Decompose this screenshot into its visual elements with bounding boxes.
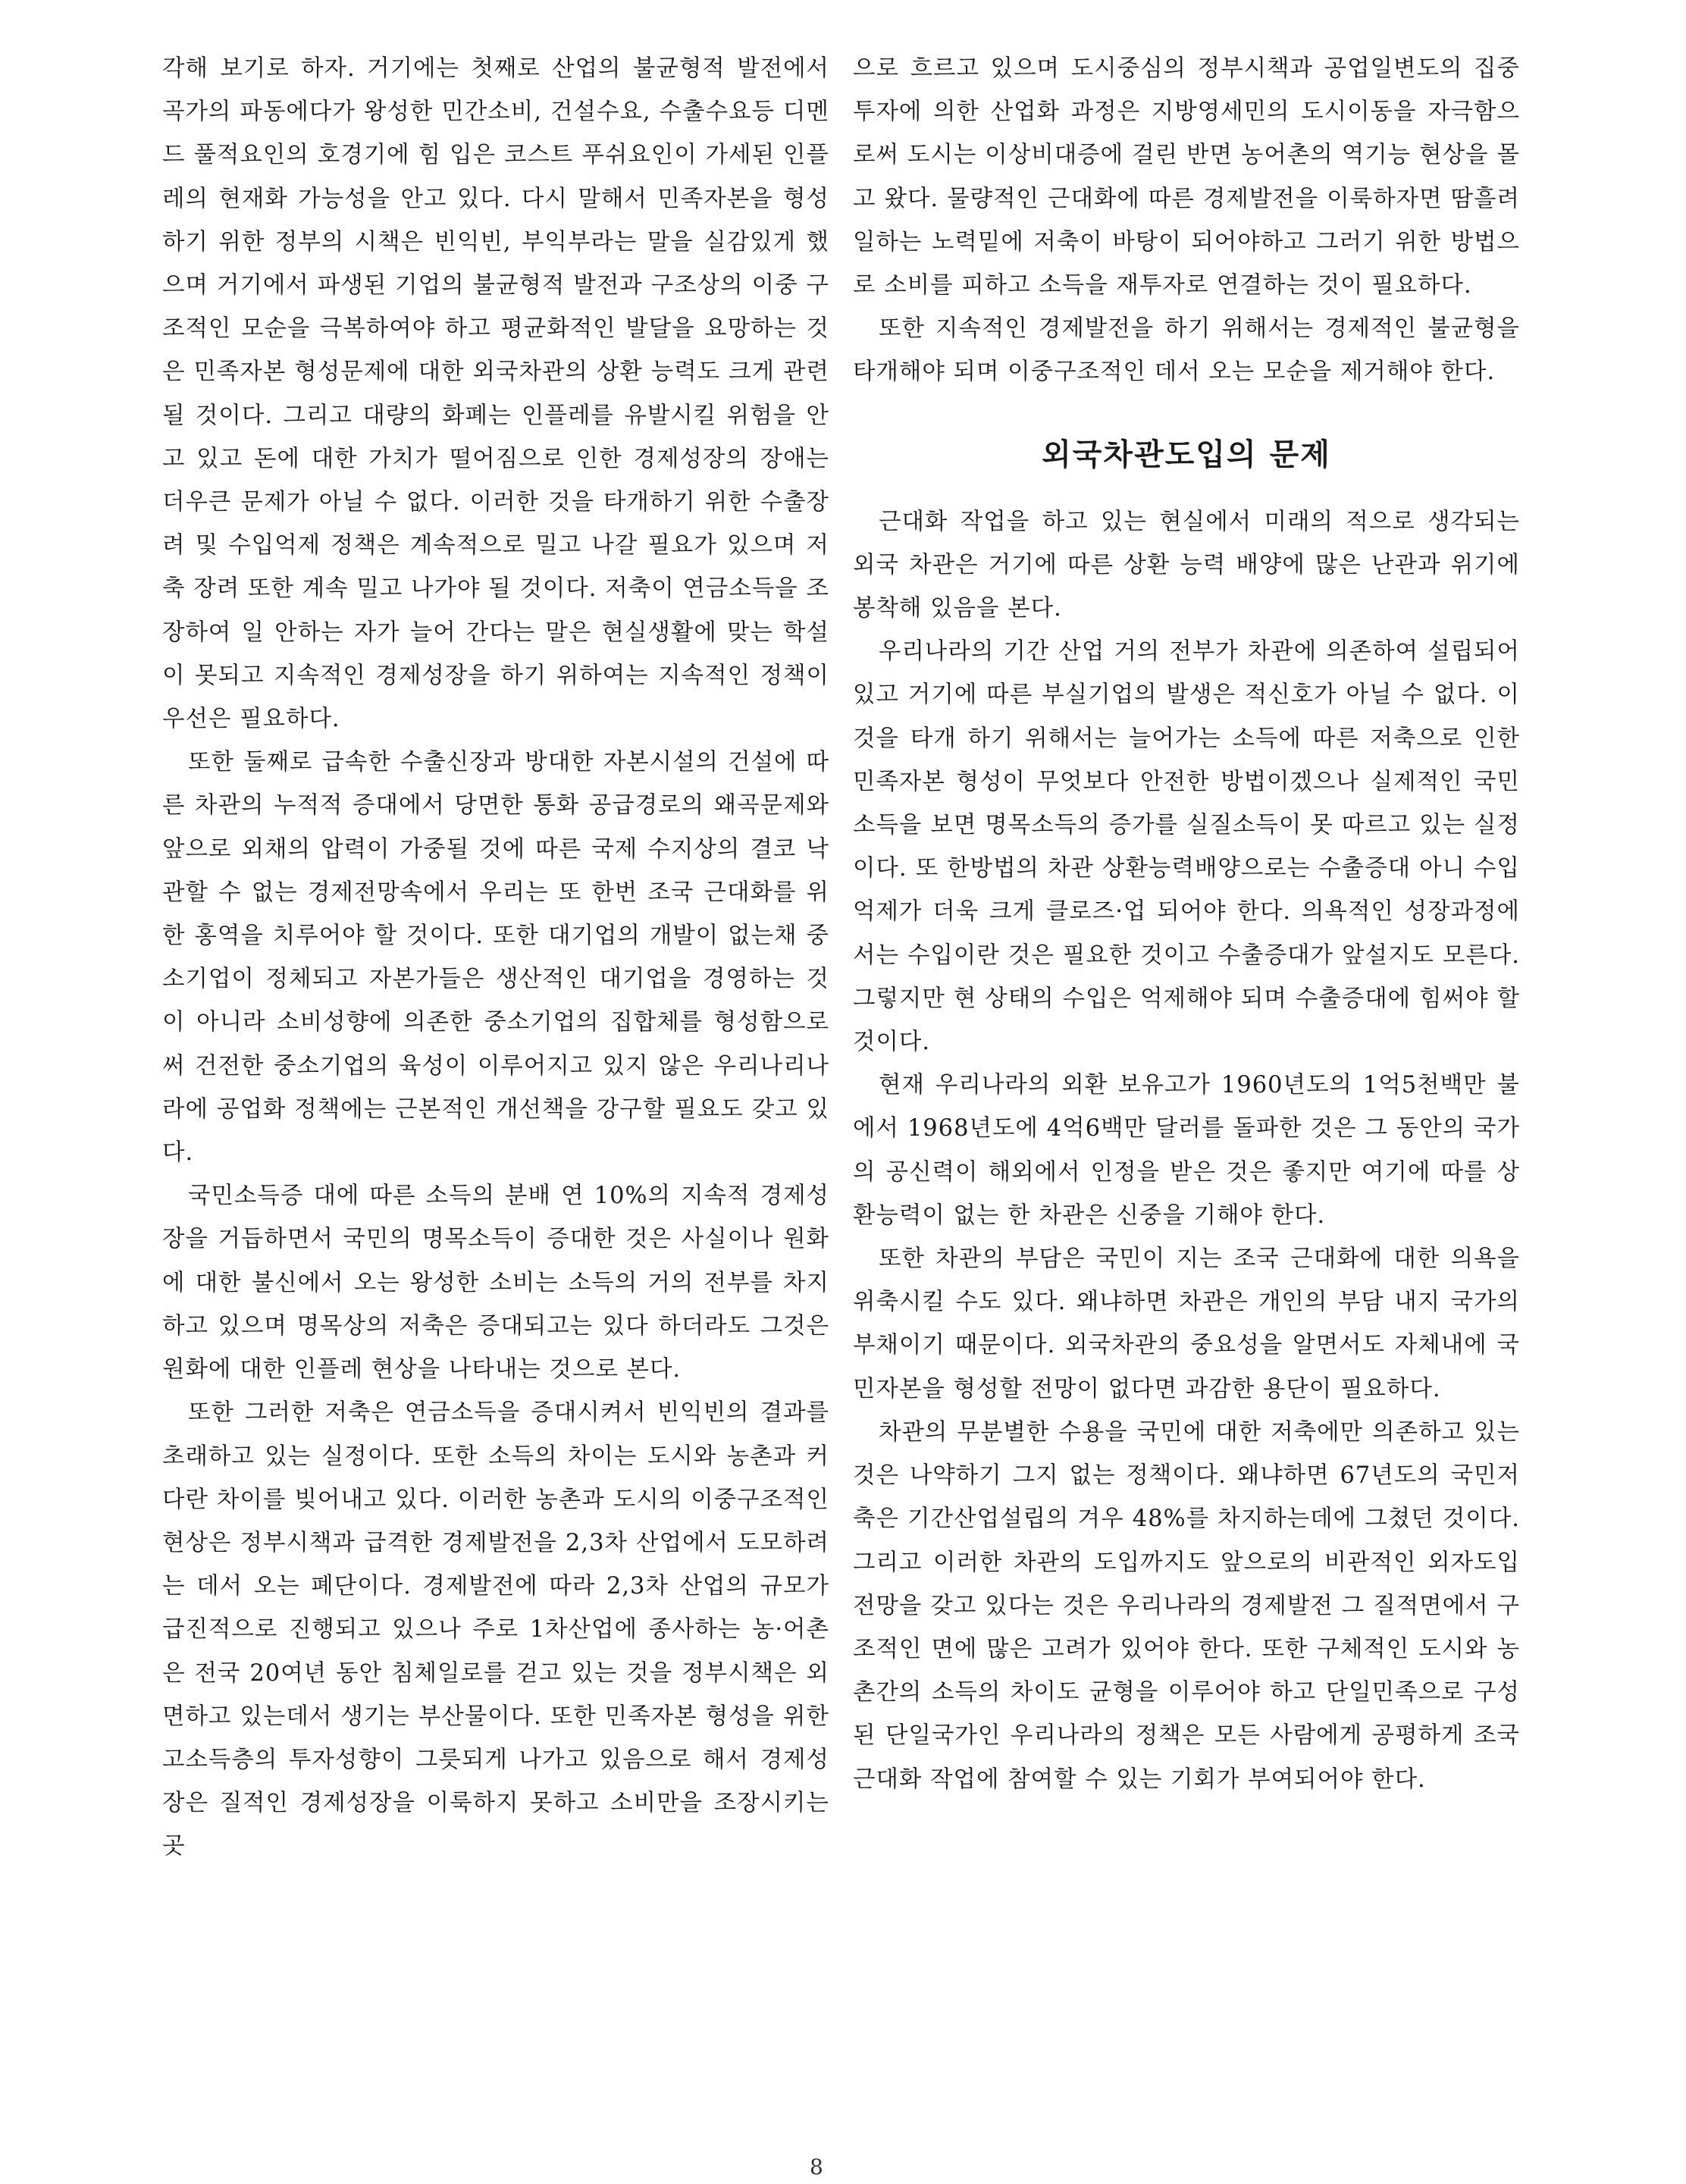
page-number: 8 [810,2154,823,2179]
paragraph: 각해 보기로 하자. 거기에는 첫째로 산업의 불균형적 발전에서 곡가의 파동에다가 왕성한 민간소비, 건설수요, 수출수요등 디멘드 풀적요인의 호경기에 힘 입은 코스트 푸쉬요인이 가세된 인플레의 현재화 가능성을 안고 있다. 다시 말해서 민족자본을 형성하기 위한 정부의 시책은 빈익빈, 부익부라는 말을 실감있게 했으며 거기에서 파생된 기업의 불균형적 발전과 구조상의 이중 구조적인 모순을 극복하여야 하고 평균화적인 발달을 요망하는 것은 민족자본 형성문제에 대한 외국차관의 상환 능력도 크게 관련 될 것이다. 그리고 대량의 화폐는 인플레를 유발시킬 위험을 안고 있고 돈에 대한 가치가 떨어짐으로 인한 경제성장의 장애는 더우큰 문제가 아닐 수 없다. 이러한 것을 타개하기 위한 수출장려 및 수입억제 정책은 계속적으로 밀고 나갈 필요가 있으며 저축 장려 또한 계속 밀고 나가야 될 것이다. 저축이 연금소득을 조장하여 일 안하는 자가 늘어 간다는 말은 현실생활에 맞는 학설이 못되고 지속적인 경제성장을 하기 위하여는 지속적인 정책이 우선은 필요하다. [162,55,829,733]
paragraph: 우리나라의 기간 산업 거의 전부가 차관에 의존하여 설립되어 있고 거기에 따른 부실기업의 발생은 적신호가 아닐 수 없다. 이것을 타개 하기 위해서는 늘어가는 소득에 따른 저축으로 인한 민족자본 형성이 무엇보다 안전한 방법이겠으나 실제적인 국민소득을 보면 명목소득의 증가를 실질소득이 못 따르고 있는 실정이다. 또 한방법의 차관 상환능력배양으로는 수출증대 아니 수입억제가 더욱 크게 클로즈·업 되어야 한다. 의욕적인 성장과정에서는 수입이란 것은 필요한 것이고 수출증대가 앞설지도 모른다. 그렇지만 현 상태의 수입은 억제해야 되며 수출증대에 힘써야 할 것이다. [853,638,1520,1056]
paragraph: 차관의 무분별한 수용을 국민에 대한 저축에만 의존하고 있는 것은 나약하기 그지 없는 정책이다. 왜냐하면 67년도의 국민저축은 기간산업설립의 겨우 48%를 차지하는데에 그쳤던 것이다. 그리고 이러한 차관의 도입까지도 앞으로의 비관적인 외자도입 전망을 갖고 있다는 것은 우리나라의 경제발전 그 질적면에서 구조적인 면에 많은 고려가 있어야 한다. 또한 구체적인 도시와 농촌간의 소득의 차이도 균형을 이루어야 하고 단일민족으로 구성된 단일국가인 우리나라의 정책은 모든 사람에게 공평하게 조국근대화 작업에 참여할 수 있는 기회가 부여되어야 한다. [853,1418,1520,1793]
paragraph: 현재 우리나라의 외환 보유고가 1960년도의 1억5천백만 불에서 1968년도에 4억6백만 달러를 돌파한 것은 그 동안의 국가의 공신력이 해외에서 인정을 받은 것은 좋지만 여기에 따를 상환능력이 없는 한 차관은 신중을 기해야 한다. [853,1072,1520,1229]
paragraph: 근대화 작업을 하고 있는 현실에서 미래의 적으로 생각되는 외국 차관은 거기에 따른 상환 능력 배양에 많은 난관과 위기에 봉착해 있음을 본다. [853,508,1520,622]
paragraph: 또한 지속적인 경제발전을 하기 위해서는 경제적인 불균형을 타개해야 되며 이중구조적인 데서 오는 모순을 제거해야 한다. [853,315,1520,386]
right-column [853,47,1520,1801]
section-heading: 외국차관도입의 문제 [1042,437,1331,472]
left-column [162,47,829,1869]
paragraph: 또한 차관의 부담은 국민이 지는 조국 근대화에 대한 의욕을 위축시킬 수도 있다. 왜냐하면 차관은 개인의 부담 내지 국가의 부채이기 때문이다. 외국차관의 중요성을 알면서도 자체내에 국민자본을 형성할 전망이 없다면 과감한 용단이 필요하다. [853,1246,1520,1402]
paragraph: 으로 흐르고 있으며 도시중심의 정부시책과 공업일변도의 집중투자에 의한 산업화 과정은 지방영세민의 도시이동을 자극함으로써 도시는 이상비대증에 걸린 반면 농어촌의 역기능 현상을 몰고 왔다. 물량적인 근대화에 따른 경제발전을 이룩하자면 땀흘려 일하는 노력밑에 저축이 바탕이 되어야하고 그러기 위한 방법으로 소비를 피하고 소득을 재투자로 연결하는 것이 필요하다. [853,55,1520,299]
paragraph: 또한 둘째로 급속한 수출신장과 방대한 자본시설의 건설에 따른 차관의 누적적 증대에서 당면한 통화 공급경로의 왜곡문제와 앞으로 외채의 압력이 가중될 것에 따른 국제 수지상의 결코 낙관할 수 없는 경제전망속에서 우리는 또 한번 조국 근대화를 위한 홍역을 치루어야 할 것이다. 또한 대기업의 개발이 없는채 중소기업이 정체되고 자본가들은 생산적인 대기업을 경영하는 것이 아니라 소비성향에 의존한 중소기업의 집합체를 형성함으로써 건전한 중소기업의 육성이 이루어지고 있지 않은 우리나리나라에 공업화 정책에는 근본적인 개선책을 강구할 필요도 갖고 있다. [162,749,829,1167]
paragraph: 또한 그러한 저축은 연금소득을 증대시켜서 빈익빈의 결과를 초래하고 있는 실정이다. 또한 소득의 차이는 도시와 농촌과 커다란 차이를 빚어내고 있다. 이러한 농촌과 도시의 이중구조적인 현상은 정부시책과 급격한 경제발전을 2,3차 산업에서 도모하려는 데서 오는 폐단이다. 경제발전에 따라 2,3차 산업의 규모가 급진적으로 진행되고 있으나 주로 1차산업에 종사하는 농·어촌은 전국 20여년 동안 침체일로를 걷고 있는 것을 정부시책은 외면하고 있는데서 생기는 부산물이다. 또한 민족자본 형성을 위한 고소득층의 투자성향이 그릇되게 나가고 있음으로 해서 경제성장은 질적인 경제성장을 이룩하지 못하고 소비만을 조장시키는 곳 [162,1399,829,1860]
paragraph: 국민소득증 대에 따른 소득의 분배 연 10%의 지속적 경제성장을 거듭하면서 국민의 명목소득이 증대한 것은 사실이나 원화에 대한 불신에서 오는 왕성한 소비는 소득의 거의 전부를 차지하고 있으며 명목상의 저축은 증대되고는 있다 하더라도 그것은 원화에 대한 인플레 현상을 나타내는 것으로 본다. [162,1183,829,1383]
